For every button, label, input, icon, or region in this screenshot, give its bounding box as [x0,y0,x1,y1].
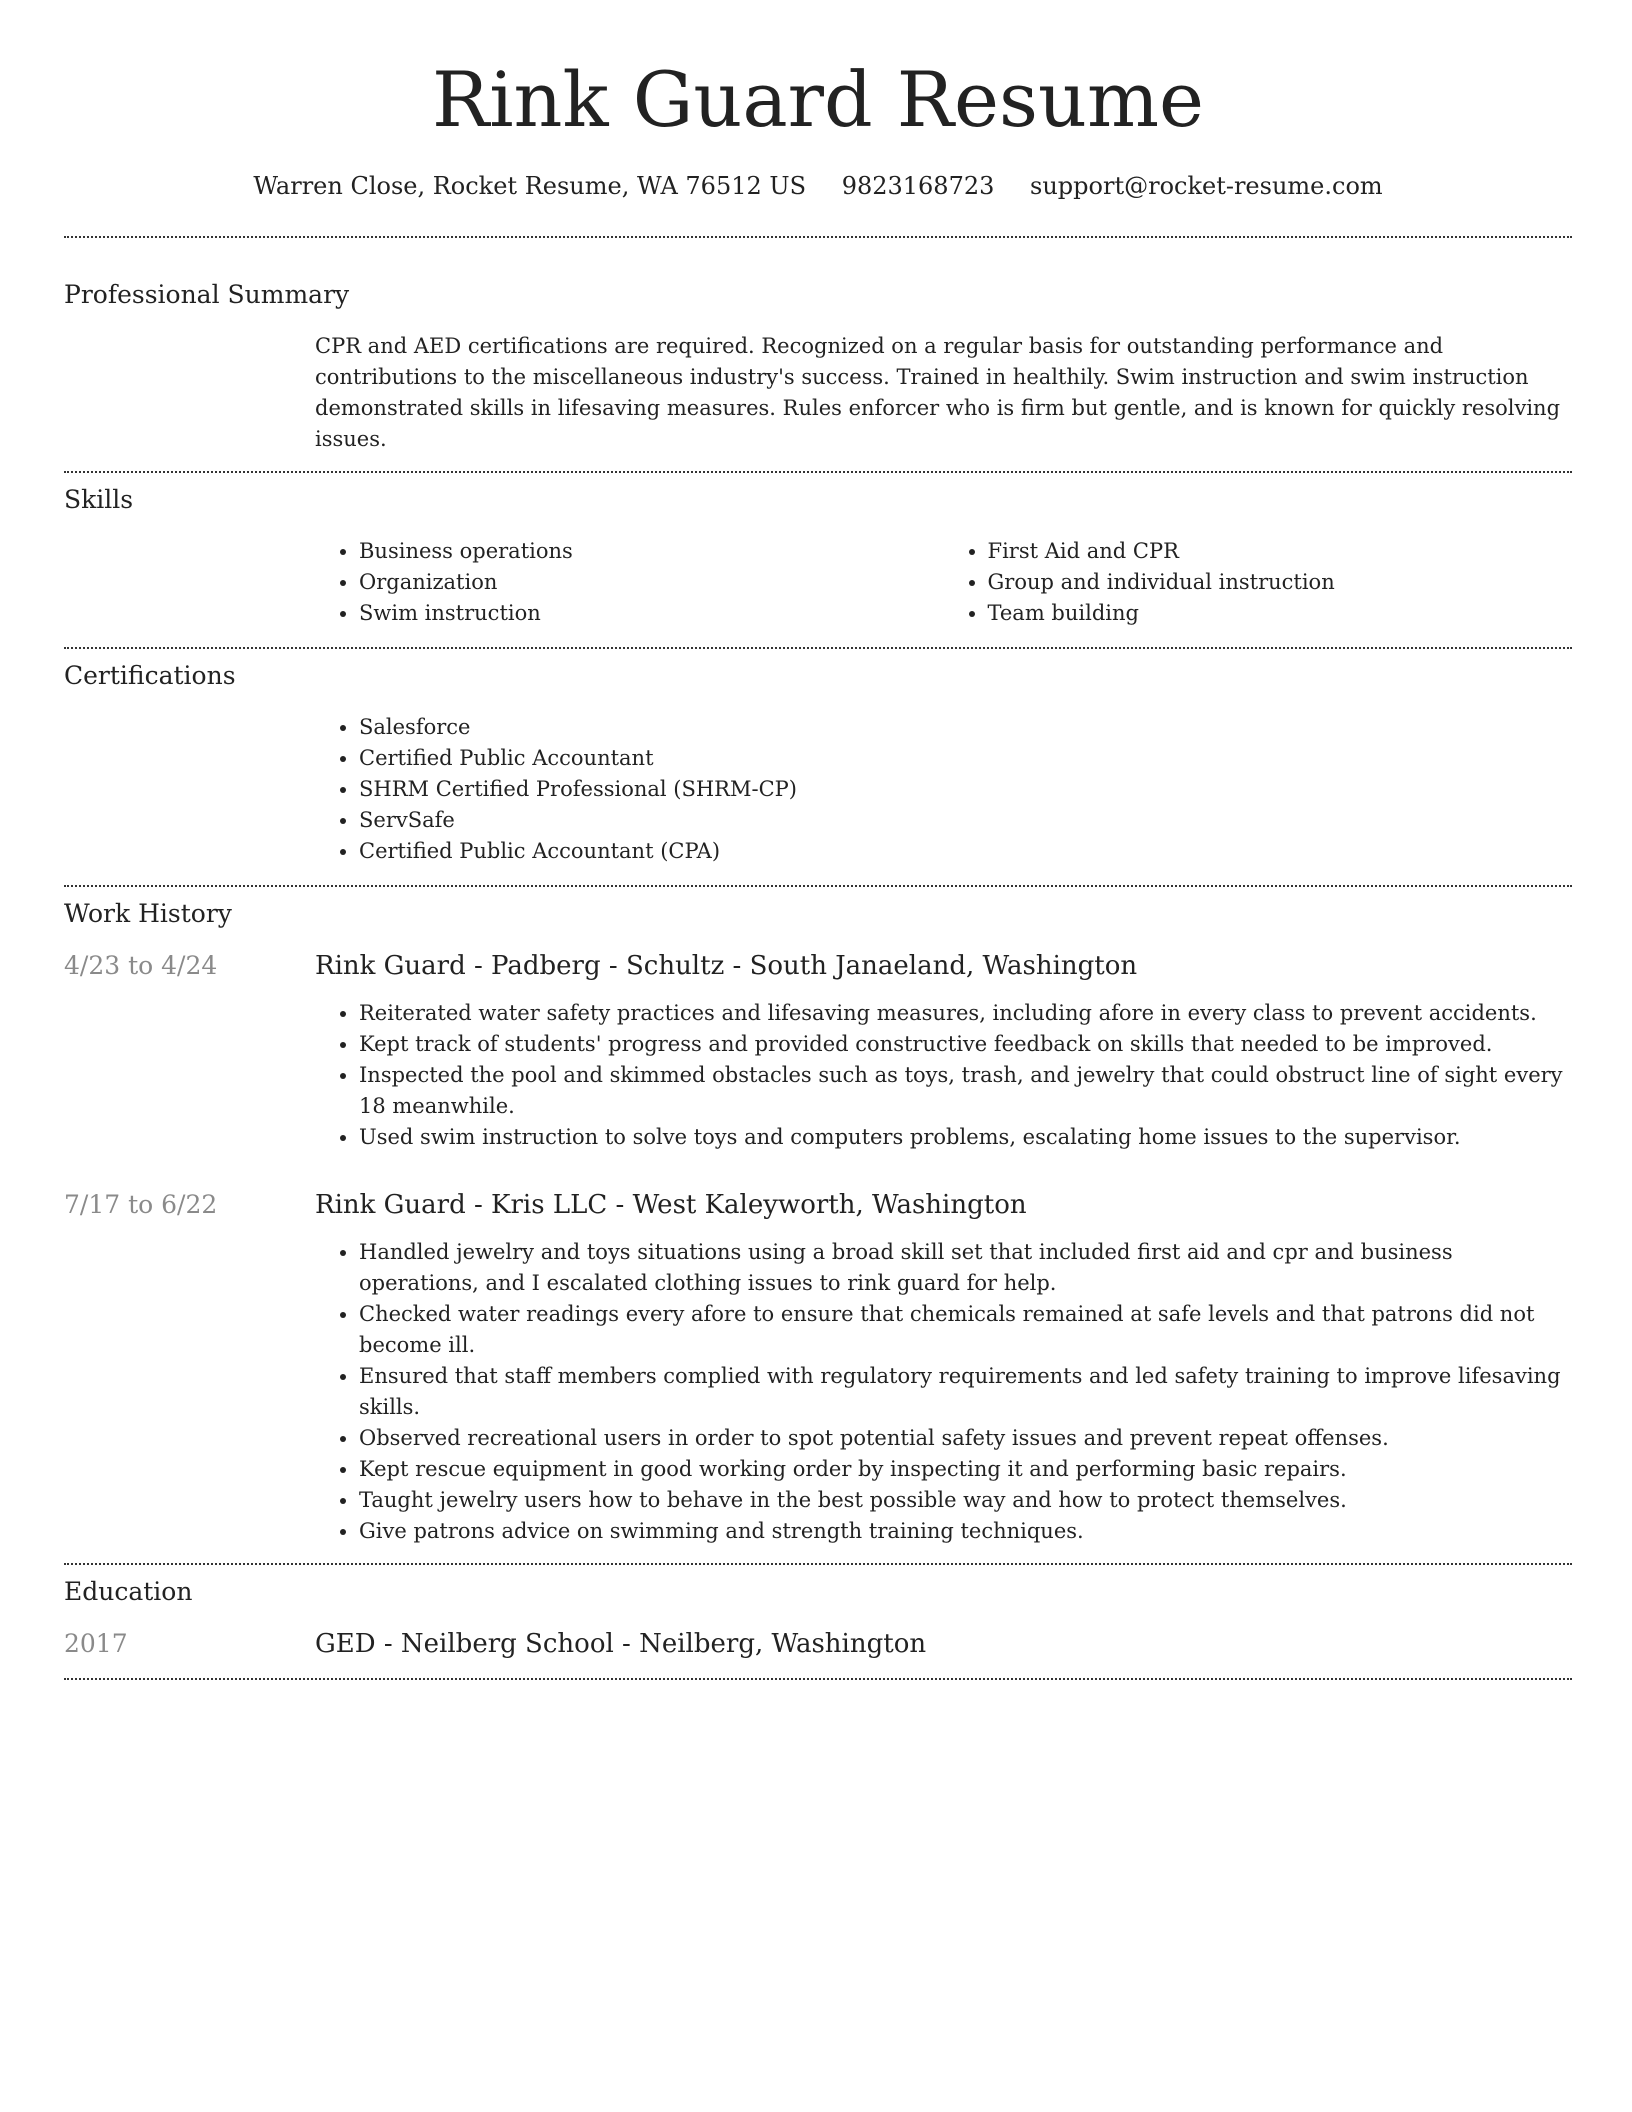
job-entry [64,950,1572,1153]
work-history-heading: Work History [64,899,232,928]
job-details [315,950,1572,1153]
divider [64,647,1572,649]
summary-heading: Professional Summary [64,280,350,309]
skill-item: • Swim instruction [359,598,944,629]
certification-item: • SHRM Certified Professional (SHRM-CP) [359,774,1572,805]
skill-item: • Team building [988,598,1573,629]
certification-item: • Certified Public Accountant (CPA) [359,836,1572,867]
education-heading: Education [64,1577,193,1606]
job-dates: 7/17 to 6/22 [64,1190,218,1219]
skills-column-2 [944,536,1573,629]
certifications-heading: Certifications [64,661,236,690]
job-bullets [315,998,1572,1153]
divider [64,471,1572,473]
divider [64,885,1572,887]
skill-item: • Business operations [359,536,944,567]
job-entry [64,1189,1572,1547]
resume-title: Rink Guard Resume [432,55,1204,144]
job-bullet: • Used swim instruction to solve toys and computers problems, escalating home issues to the supervisor. [359,1122,1572,1153]
job-details [315,1189,1572,1547]
job-bullet: • Inspected the pool and skimmed obstacles such as toys, trash, and jewelry that could obstruct line of sight every 18 meanwhile. [359,1060,1572,1122]
contact-line [64,172,1572,200]
job-bullet: • Handled jewelry and toys situations using a broad skill set that included first aid and cpr and business operations, and I escalated clothing issues to rink guard for help. [359,1237,1572,1299]
skills-grid [315,536,1572,629]
education-entry [64,1628,1572,1660]
divider [64,1563,1572,1565]
skills-section [64,485,1572,629]
education-year: 2017 [64,1629,128,1658]
divider [64,1678,1572,1680]
divider [64,236,1572,238]
job-dates: 4/23 to 4/24 [64,951,218,980]
job-bullet: • Kept track of students' progress and provided constructive feedback on skills that needed to be improved. [359,1029,1572,1060]
skill-item: • First Aid and CPR [988,536,1573,567]
job-title: Rink Guard - Kris LLC - West Kaleyworth, Washington [315,1190,1027,1220]
contact-phone: 9823168723 [841,172,995,200]
job-bullet: • Reiterated water safety practices and lifesaving measures, including afore in every class to prevent accidents. [359,998,1572,1029]
contact-email[interactable]: support@rocket-resume.com [1030,172,1383,200]
job-title: Rink Guard - Padberg - Schultz - South Janaeland, Washington [315,951,1138,981]
skill-item: • Organization [359,567,944,598]
work-history-section [64,899,1572,1547]
summary-text: CPR and AED certifications are required. Recognized on a regular basis for outstanding performance and contributions to the miscellaneous industry's success. Trained in healthily. Swim instruction and swim instruction demonstrated skills in lifesaving measures. Rules enforcer who is firm but gentle, and is known for quickly resolving issues. [315,334,1561,451]
certification-item: • ServSafe [359,805,1572,836]
job-bullet: • Kept rescue equipment in good working order by inspecting it and performing basic repairs. [359,1454,1572,1485]
job-bullet: • Observed recreational users in order to spot potential safety issues and prevent repeat offenses. [359,1423,1572,1454]
skills-heading: Skills [64,485,134,514]
education-title: GED - Neilberg School - Neilberg, Washington [315,1629,927,1659]
contact-address: Warren Close, Rocket Resume, WA 76512 US [253,172,807,200]
summary-section [64,280,1572,455]
certifications-list [315,712,1572,867]
certification-item: • Certified Public Accountant [359,743,1572,774]
skill-item: • Group and individual instruction [988,567,1573,598]
certification-item: • Salesforce [359,712,1572,743]
job-bullet: • Taught jewelry users how to behave in the best possible way and how to protect themselves. [359,1485,1572,1516]
job-bullets [315,1237,1572,1547]
education-details [315,1628,1572,1660]
job-bullet: • Ensured that staff members complied with regulatory requirements and led safety training to improve lifesaving skills. [359,1361,1572,1423]
certifications-list-wrap [315,712,1572,867]
job-bullet: • Checked water readings every afore to ensure that chemicals remained at safe levels and that patrons did not become ill. [359,1299,1572,1361]
certifications-section [64,661,1572,867]
skills-column-1 [315,536,944,629]
education-section [64,1577,1572,1660]
resume-page [64,0,1572,1680]
job-bullet: • Give patrons advice on swimming and strength training techniques. [359,1516,1572,1547]
